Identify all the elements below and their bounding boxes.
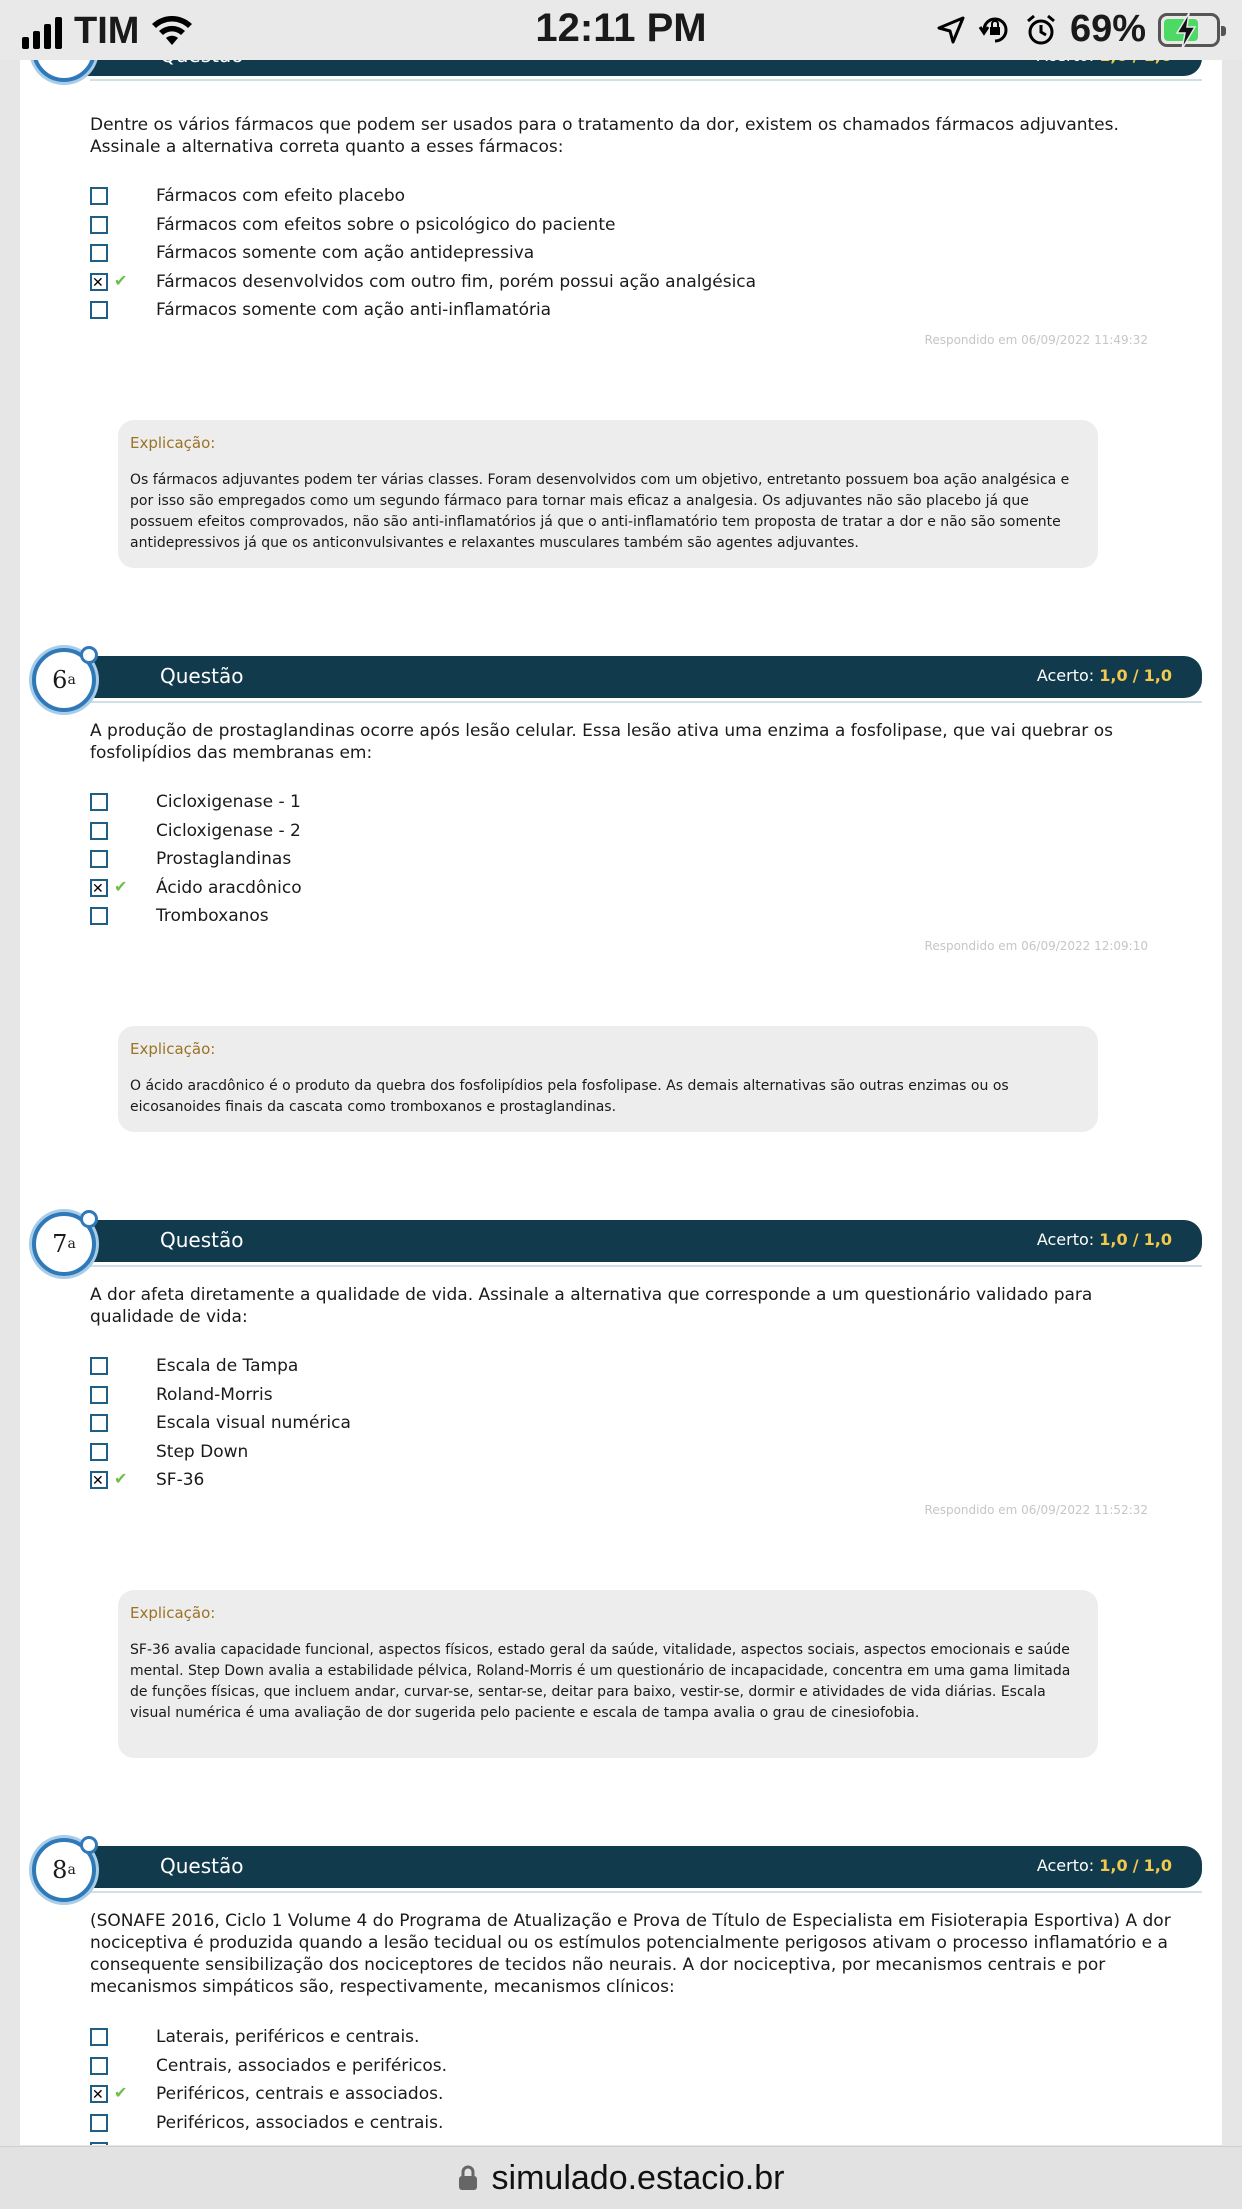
browser-address-bar[interactable] [0,2146,1242,2209]
question-number-badge: 7 a [32,1212,96,1276]
checkbox-checked[interactable] [90,879,108,897]
question-header [60,1220,1202,1262]
battery-percent: 69% [1069,8,1146,50]
check-mark-icon: ✔ [114,2083,128,2103]
responded-timestamp: Respondido em 06/09/2022 11:49:32 [924,333,1148,347]
checkbox[interactable] [90,301,108,319]
checkbox[interactable] [90,1414,108,1432]
checkbox-checked[interactable] [90,1471,108,1489]
checkbox[interactable] [90,2057,108,2075]
check-mark-icon: ✔ [114,270,128,290]
orientation-lock-icon [978,13,1012,47]
quiz-page: Dentre os vários fármacos que podem ser usados para o tratamento da dor, existem os chamados fármacos adjuvantes. Assinale a alternativa correta quanto a esses fármacos: Fármacos com efeito placebo Fármacos com efeitos sobre o psicológico do paciente Fármacos somente com ação antidepressiva ✕ ✔ Fármacos desenvolvidos com outro fim, porém possui ação analgésica Fármacos somente com ação anti-inflamatória Respondido em 06/09/2022 11:49:32 Explicação: Os fármacos adjuvantes podem ter várias classes. Foram desenvolvidos com um objetivo, entretanto possuem boa ação analgésica e por isso são empregados como um segundo fármaco para tornar mais eficaz a analgesia. Os adjuvantes não são placebo já que possuem efeitos comprovados, não são anti-inflamatórios já que o anti-inflamatório tem proposta de tratar a dor e não são somente antidepressivos já que os anticonvulsivantes e relaxantes musculares também são agentes adjuvantes. Questão Acerto: 1,0 / 1,0 6 a A produção de prostaglandinas ocorre após lesão celular. Essa lesão ativa uma enzima a fosfolipase, que vai quebrar os fosfolipídios das membranas em: Cicloxigenase - 1 Cicloxigenase - 2 Prostaglandinas ✕ ✔ Ácido aracdônico Tromboxanos Respondido em 06/09/2022 12:09:10 Explicação: O ácido aracdônico é o produto da quebra dos fosfolipídios pela fosfolipase. As demais alternativas são outras enzimas ou os eicosanoides finais da cascata como tromboxanos e prostaglandinas. Questão Acerto: 1,0 / 1,0 7 a A dor afeta diretamente a qualidade de vida. Assinale a alternativa que corresponde a um questionário validado para qualidade de vida: Escala de Tampa Roland-Morris Escala visual numérica Step Down ✕ ✔ SF-36 Respondido em 06/09/2022 11:52:32 Explicação: SF-36 avalia capacidade funcional, aspectos físicos, estado geral da saúde, vitalidade, aspectos sociais, aspectos emocionais e saúde mental. Step Down avalia a estabilidade pélvica, Roland-Morris é um questionário de incapacidade, concentra em uma gama limitada de funções físicas, que incluem andar, curvar-se, sentar-se, deitar para baixo, vestir-se, dormir e atividades de vida diárias. Escala visual numérica é uma avaliação de dor sugerida pelo paciente e escala de tampa avalia o grau de cinesiofobia. Questão Acerto: 1,0 / 1,0 8 a (SONAFE 2016, Ciclo 1 Volume 4 do Programa de Atualização e Prova de Título de Especialista em Fisioterapia Esportiva) A dor nociceptiva é produzida quando a lesão tecidual ou os estímulos potencialmente perigosos ativam o processo inflamatório e a consequente sensibilização dos nociceptores de tecidos não neurais. A dor nociceptiva, por mecanismos centrais e por mecanismos simpáticos são, respectivamente, mecanismos clínicos: Laterais, periféricos e centrais. Centrais, associados e periféricos. ✕ ✔ Periféricos, centrais e associados. Periféricos, associados e centrais. [20,40,1222,2145]
checkbox[interactable] [90,907,108,925]
question-header [60,656,1202,698]
question-title: Questão [160,1228,244,1252]
checkbox[interactable] [90,2028,108,2046]
question-number-badge: 6 a [32,648,96,712]
responded-timestamp: Respondido em 06/09/2022 11:52:32 [924,1503,1148,1517]
checkbox[interactable] [90,1357,108,1375]
question-title: Questão [160,1854,244,1878]
clock: 12:11 PM [535,6,707,50]
question-number-badge: 8 a [32,1838,96,1902]
explanation-text: O ácido aracdônico é o produto da quebra dos fosfolipídios pela fosfolipase. As demais alternativas são outras enzimas ou os eicosanoides finais da cascata como tromboxanos e prostaglandinas. [130,1078,1009,1115]
checkbox-checked[interactable] [90,273,108,291]
checkbox-checked[interactable] [90,2085,108,2103]
checkbox[interactable] [90,2114,108,2132]
question-header [60,1846,1202,1888]
question-text: (SONAFE 2016, Ciclo 1 Volume 4 do Programa de Atualização e Prova de Título de Especialista em Fisioterapia Esportiva) A dor nociceptiva é produzida quando a lesão tecidual ou os estímulos potencialmente perigosos ativam o processo inflamatório e a consequente sensibilização dos nociceptores de tecidos não neurais. A dor nociceptiva, por mecanismos centrais e por mecanismos simpáticos são, respectivamente, mecanismos clínicos: [90,1911,1171,1997]
explanation-text: SF-36 avalia capacidade funcional, aspectos físicos, estado geral da saúde, vitalidade, aspectos sociais, aspectos emocionais e saúde mental. Step Down avalia a estabilidade pélvica, Roland-Morris é um questionário de incapacidade, concentra em uma gama limitada de funções físicas, que incluem andar, curvar-se, sentar-se, deitar para baixo, vestir-se, dormir e atividades de vida diárias. Escala visual numérica é uma avaliação de dor sugerida pelo paciente e escala de tampa avalia o grau de cinesiofobia. [130,1642,1071,1721]
alarm-icon [1024,13,1058,47]
responded-timestamp: Respondido em 06/09/2022 12:09:10 [924,939,1148,953]
location-arrow-icon [936,15,966,45]
question-title: Questão [160,664,244,688]
checkbox[interactable] [90,2142,108,2145]
question-score: Acerto: 1,0 / 1,0 [1036,666,1172,685]
check-mark-icon: ✔ [114,1469,128,1489]
checkbox[interactable] [90,1443,108,1461]
explanation-box [118,420,1098,568]
question-text: A dor afeta diretamente a qualidade de vida. Assinale a alternativa que corresponde a um questionário validado para qualidade de vida: [90,1285,1093,1327]
check-mark-icon: ✔ [114,876,128,896]
question-text: A produção de prostaglandinas ocorre após lesão celular. Essa lesão ativa uma enzima a fosfolipase, que vai quebrar os fosfolipídios das membranas em: [90,721,1113,763]
explanation-text: Os fármacos adjuvantes podem ter várias classes. Foram desenvolvidos com um objetivo, entretanto possuem boa ação analgésica e por isso são empregados como um segundo fármaco para tornar mais eficaz a analgesia. Os adjuvantes não são placebo já que possuem efeitos comprovados, não são anti-inflamatórios já que o anti-inflamatório tem proposta de tratar a dor e não são somente antidepressivos já que os anticonvulsivantes e relaxantes musculares também são agentes adjuvantes. [130,472,1070,551]
question-text: Dentre os vários fármacos que podem ser usados para o tratamento da dor, existem os chamados fármacos adjuvantes. Assinale a alternativa correta quanto a esses fármacos: [90,115,1119,157]
checkbox[interactable] [90,1386,108,1404]
explanation-title: Explicação: [130,1040,216,1058]
checkbox[interactable] [90,244,108,262]
explanation-title: Explicação: [130,434,216,452]
explanation-box [118,1026,1098,1132]
checkbox[interactable] [90,850,108,868]
explanation-box [118,1590,1098,1758]
checkbox[interactable] [90,187,108,205]
checkbox[interactable] [90,822,108,840]
status-bar [0,0,1242,60]
lock-icon [458,2165,478,2191]
carrier-name: TIM [74,10,140,52]
battery-icon [1158,13,1220,47]
checkbox[interactable] [90,216,108,234]
checkbox[interactable] [90,793,108,811]
question-score: Acerto: 1,0 / 1,0 [1036,1230,1172,1249]
explanation-title: Explicação: [130,1604,216,1622]
url-text: simulado.estacio.br [491,2158,785,2197]
question-score: Acerto: 1,0 / 1,0 [1036,1856,1172,1875]
